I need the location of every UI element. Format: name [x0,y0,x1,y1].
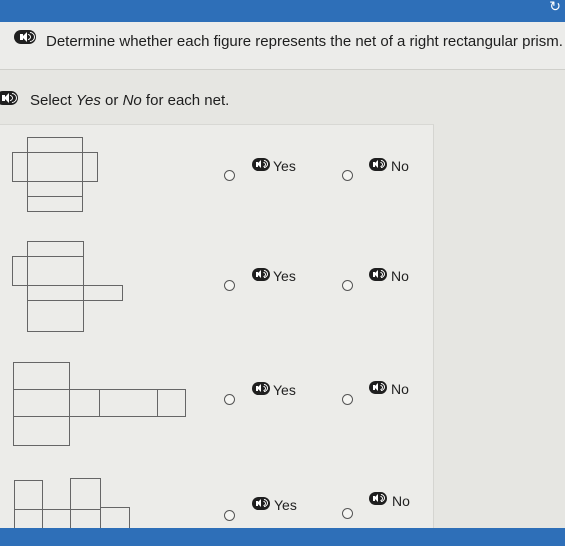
no-label: No [392,493,410,509]
yes-label: Yes [274,497,297,513]
net-face [12,256,28,286]
net-face [27,181,83,197]
no-radio[interactable] [342,170,353,181]
net-face [27,300,84,332]
no-radio[interactable] [342,394,353,405]
speaker-icon[interactable] [369,158,387,171]
speaker-icon[interactable] [0,91,18,105]
net-face [27,152,83,182]
speaker-icon[interactable] [252,158,270,171]
no-label: No [391,268,409,284]
yes-radio[interactable] [224,170,235,181]
yes-radio[interactable] [224,510,235,521]
no-label: No [391,158,409,174]
net-face [12,152,28,182]
speaker-icon[interactable] [369,381,387,394]
net-face [99,389,158,417]
net-face [100,507,130,529]
net-face [70,509,101,529]
no-radio[interactable] [342,508,353,519]
yes-radio[interactable] [224,280,235,291]
no-label: No [391,381,409,397]
instruction-text: Select Yes or No for each net. [30,92,230,109]
speaker-icon[interactable] [369,492,387,505]
yes-label: Yes [273,268,296,284]
question-text: Determine whether each figure represents the net of a right rectangular prism. [46,33,563,50]
speaker-icon[interactable] [14,30,36,44]
speaker-icon[interactable] [369,268,387,281]
speaker-icon[interactable] [252,497,270,510]
net-face [27,285,84,301]
net-face [27,241,84,257]
bottom-bar [0,528,565,546]
yes-radio[interactable] [224,394,235,405]
net-face [82,152,98,182]
net-face [14,509,43,529]
yes-label: Yes [273,382,296,398]
speaker-icon[interactable] [252,268,270,281]
no-radio[interactable] [342,280,353,291]
net-face [157,389,186,417]
net-face [42,509,71,529]
net-face [13,416,70,446]
yes-label: Yes [273,158,296,174]
top-bar [0,0,565,22]
refresh-icon[interactable]: ↻ [549,0,561,15]
net-face [14,480,43,510]
net-face [83,285,123,301]
net-face [13,389,70,417]
speaker-icon[interactable] [252,382,270,395]
net-face [70,478,101,510]
net-face [27,196,83,212]
net-face [27,137,83,153]
net-face [69,389,100,417]
net-face [27,256,84,286]
net-face [13,362,70,390]
